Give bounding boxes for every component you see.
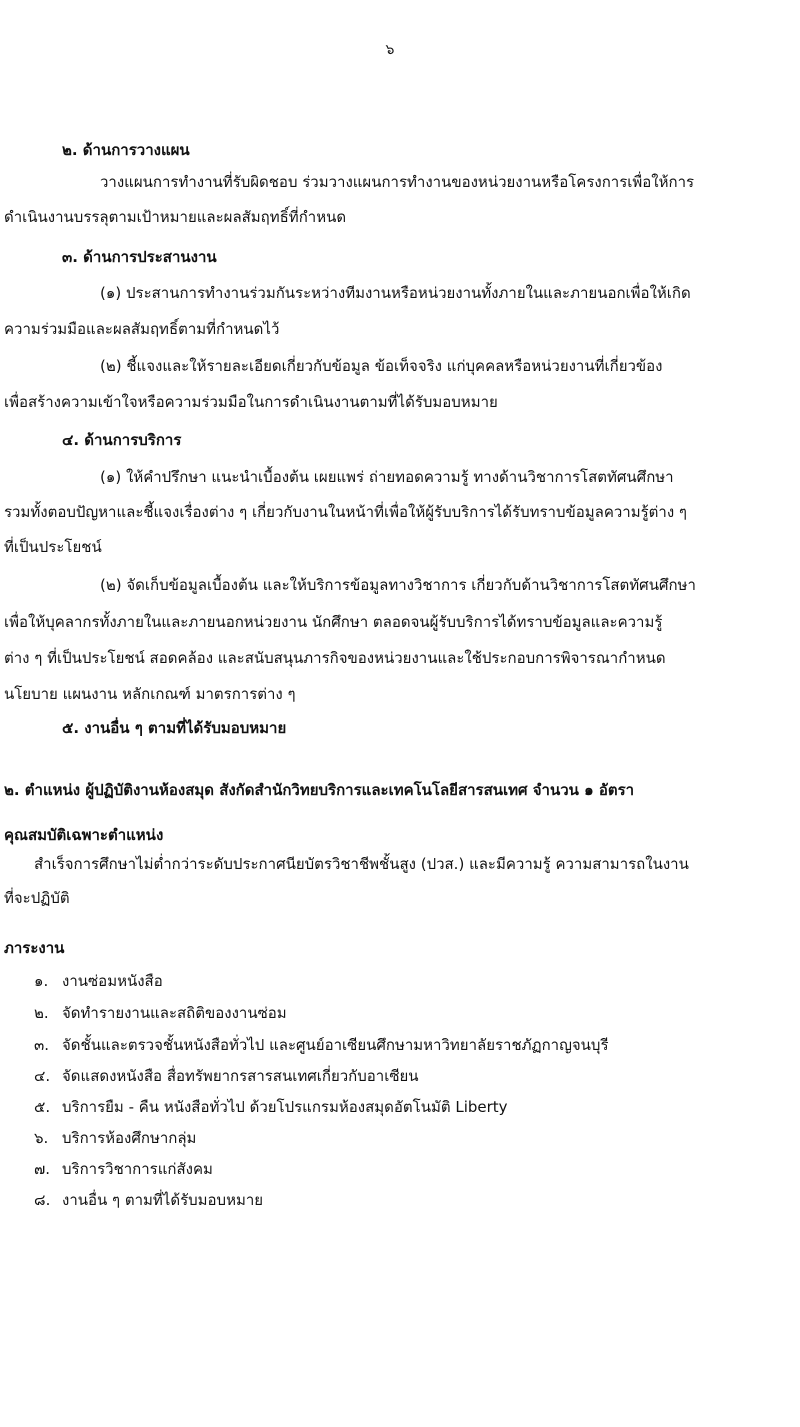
paragraph-line: ที่เป็นประโยชน์	[4, 538, 102, 556]
paragraph-line: รวมทั้งตอบปัญหาและชี้แจงเรื่องต่าง ๆ เกี่ยวกับงานในหน้าที่เพื่อให้ผู้รับบริการได้รับทราบข้อมูลความรู้ต่าง ๆ	[4, 503, 687, 521]
duty-item: ๖. บริการห้องศึกษากลุ่ม	[34, 1129, 197, 1147]
duties-heading: ภาระงาน	[4, 939, 65, 957]
section-coordination-heading: ๓. ด้านการประสานงาน	[62, 248, 217, 266]
paragraph-line: ที่จะปฏิบัติ	[4, 889, 70, 907]
paragraph-line: สำเร็จการศึกษาไม่ต่ำกว่าระดับประกาศนียบัตรวิชาชีพชั้นสูง (ปวส.) และมีความรู้ ความสามารถในงาน	[34, 855, 689, 873]
duty-item: ๗. บริการวิชาการแก่สังคม	[34, 1160, 213, 1178]
paragraph-line: ดำเนินงานบรรลุตามเป้าหมายและผลสัมฤทธิ์ที่กำหนด	[4, 208, 347, 226]
position-title: ๒. ตำแหน่ง ผู้ปฏิบัติงานห้องสมุด สังกัดสำนักวิทยบริการและเทคโนโลยีสารสนเทศ จำนวน ๑ อัตรา	[4, 781, 635, 799]
paragraph-line: (๒) จัดเก็บข้อมูลเบื้องต้น และให้บริการข้อมูลทางวิชาการ เกี่ยวกับด้านวิชาการโสตทัศนศึกษา	[100, 576, 696, 594]
paragraph-line: เพื่อสร้างความเข้าใจหรือความร่วมมือในการดำเนินงานตามที่ได้รับมอบหมาย	[4, 393, 498, 411]
paragraph-line: (๒) ชี้แจงและให้รายละเอียดเกี่ยวกับข้อมูล ข้อเท็จจริง แก่บุคคลหรือหน่วยงานที่เกี่ยวข้อง	[100, 357, 663, 375]
duty-item: ๔. จัดแสดงหนังสือ สื่อทรัพยากรสารสนเทศเกี่ยวกับอาเซียน	[34, 1067, 419, 1085]
paragraph-line: (๑) ประสานการทำงานร่วมกันระหว่างทีมงานหรือหน่วยงานทั้งภายในและภายนอกเพื่อให้เกิด	[100, 284, 691, 302]
paragraph-line: วางแผนการทำงานที่รับผิดชอบ ร่วมวางแผนการทำงานของหน่วยงานหรือโครงการเพื่อให้การ	[100, 173, 695, 191]
duty-item: ๓. จัดชั้นและตรวจชั้นหนังสือทั่วไป และศูนย์อาเซียนศึกษามหาวิทยาลัยราชภัฏกาญจนบุรี	[34, 1036, 609, 1054]
paragraph-line: นโยบาย แผนงาน หลักเกณฑ์ มาตรการต่าง ๆ	[4, 685, 296, 703]
section-service-heading: ๔. ด้านการบริการ	[62, 431, 182, 449]
paragraph-line: เพื่อให้บุคลากรทั้งภายในและภายนอกหน่วยงาน นักศึกษา ตลอดจนผู้รับบริการได้ทราบข้อมูลและความรู้	[4, 613, 663, 631]
duty-item: ๑. งานซ่อมหนังสือ	[34, 972, 163, 990]
section-other-heading: ๕. งานอื่น ๆ ตามที่ได้รับมอบหมาย	[62, 719, 287, 737]
paragraph-line: ต่าง ๆ ที่เป็นประโยชน์ สอดคล้อง และสนับสนุนภารกิจของหน่วยงานและใช้ประกอบการพิจารณากำหนด	[4, 649, 666, 667]
duty-item: ๘. งานอื่น ๆ ตามที่ได้รับมอบหมาย	[34, 1191, 264, 1209]
duty-item: ๒. จัดทำรายงานและสถิติของงานซ่อม	[34, 1004, 287, 1022]
section-planning-heading: ๒. ด้านการวางแผน	[62, 141, 190, 159]
page-number: ๖	[385, 42, 395, 58]
qualification-heading: คุณสมบัติเฉพาะตำแหน่ง	[4, 826, 164, 844]
duty-item: ๕. บริการยืม - คืน หนังสือทั่วไป ด้วยโปรแกรมห้องสมุดอัตโนมัติ Liberty	[34, 1098, 508, 1116]
paragraph-line: (๑) ให้คำปรึกษา แนะนำเบื้องต้น เผยแพร่ ถ่ายทอดความรู้ ทางด้านวิชาการโสตทัศนศึกษา	[100, 468, 674, 486]
paragraph-line: ความร่วมมือและผลสัมฤทธิ์ตามที่กำหนดไว้	[4, 320, 280, 338]
